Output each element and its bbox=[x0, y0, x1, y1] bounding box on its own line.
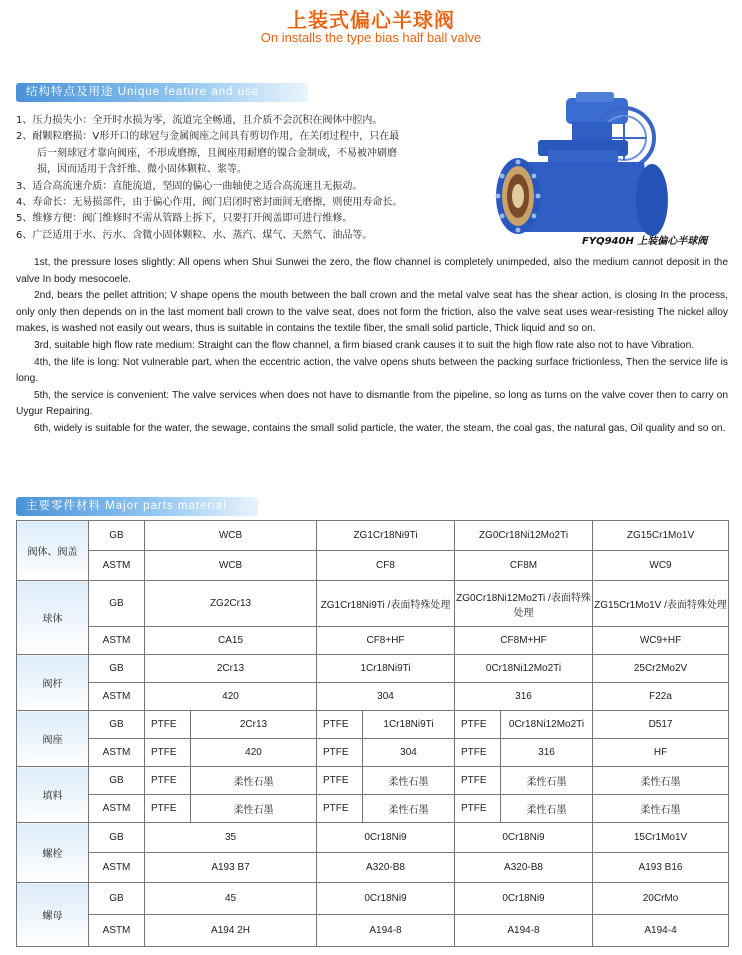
table-cell: 柔性石墨 bbox=[191, 767, 317, 795]
standard-cell: ASTM bbox=[89, 795, 145, 823]
table-cell: 1Cr18Ni9Ti bbox=[363, 711, 455, 739]
table-cell: PTFE bbox=[145, 795, 191, 823]
table-cell: 0Cr18Ni12Mo2Ti bbox=[501, 711, 593, 739]
feature-item: 后一刻球冠才靠向阀座，不形成磨擦，且阀座用耐磨的镍合金制成，不易被冲刷磨 bbox=[37, 147, 397, 159]
table-cell: CF8M+HF bbox=[455, 627, 593, 655]
table-cell: 25Cr2Mo2V bbox=[593, 655, 729, 683]
standard-cell: GB bbox=[89, 767, 145, 795]
table-cell: CA15 bbox=[145, 627, 317, 655]
table-cell: 304 bbox=[317, 683, 455, 711]
table-cell: ZG1Cr18Ni9Ti bbox=[317, 521, 455, 551]
table-cell: ZG15Cr1Mo1V bbox=[593, 521, 729, 551]
table-row bbox=[17, 683, 729, 711]
table-cell: PTFE bbox=[145, 767, 191, 795]
table-row bbox=[17, 551, 729, 581]
feature-item: 4、寿命长：无易损部件，由于偏心作用，阀门启闭时密封面间无磨擦，则使用寿命长。 bbox=[16, 197, 403, 209]
table-cell: PTFE bbox=[317, 711, 363, 739]
part-name: 螺栓 bbox=[17, 823, 89, 883]
table-row bbox=[17, 853, 729, 883]
table-cell: PTFE bbox=[317, 767, 363, 795]
valve-product-image bbox=[476, 92, 732, 244]
table-cell: 316 bbox=[455, 683, 593, 711]
english-paragraph: 2nd, bears the pellet attrition; V shape opens the mouth between the ball crown and the metal valve seat has the shear action, is closing In the process, only only then depends on in the last moment ball crown to the valve seat, does not form the friction, also the valve seat uses wear-resisting The nickel alloy makes, is washed not easily out wears, thus is suitable in contains the textile fiber, the small solid particle, Thick liquid and so on. bbox=[16, 290, 728, 335]
table-cell: 420 bbox=[191, 739, 317, 767]
table-cell: ZG15Cr1Mo1V /表面特殊处理 bbox=[593, 581, 729, 627]
table-cell: 柔性石墨 bbox=[191, 795, 317, 823]
english-paragraph: 5th, the service is convenient: The valve services when does not have to dismantle from the pipeline, so long as turns on the valve cover then to carry on Uygur Repairing. bbox=[16, 389, 728, 418]
table-cell: A193 B7 bbox=[145, 853, 317, 883]
table-cell: WCB bbox=[145, 551, 317, 581]
table-cell: 420 bbox=[145, 683, 317, 711]
table-row bbox=[17, 655, 729, 683]
english-description bbox=[16, 255, 728, 438]
table-cell: 0Cr18Ni12Mo2Ti bbox=[455, 655, 593, 683]
standard-cell: ASTM bbox=[89, 551, 145, 581]
table-cell: ZG2Cr13 bbox=[145, 581, 317, 627]
feature-item: 5、维修方便：阀门维修时不需从管路上拆下，只要打开阀盖即可进行维修。 bbox=[16, 213, 353, 225]
table-cell: 柔性石墨 bbox=[363, 795, 455, 823]
english-paragraph: 4th, the life is long: Not vulnerable part, when the eccentric action, the valve opens shuts between the packing surface frictionless, Then the service life is long. bbox=[16, 356, 728, 385]
table-cell: 45 bbox=[145, 883, 317, 915]
table-cell: 35 bbox=[145, 823, 317, 853]
standard-cell: GB bbox=[89, 581, 145, 627]
english-paragraph: 6th, widely is suitable for the water, the sewage, contains the small solid particle, the water, the steam, the coal gas, the natural gas, Oil quality and so on. bbox=[34, 422, 726, 434]
table-cell: A194-4 bbox=[593, 915, 729, 947]
table-row bbox=[17, 915, 729, 947]
table-cell: 0Cr18Ni9 bbox=[455, 883, 593, 915]
table-cell: CF8+HF bbox=[317, 627, 455, 655]
page-title-cn: 上装式偏心半球阀 bbox=[287, 8, 455, 32]
standard-cell: ASTM bbox=[89, 683, 145, 711]
table-cell: 304 bbox=[363, 739, 455, 767]
standard-cell: ASTM bbox=[89, 915, 145, 947]
features-section-header: 结构特点及用途 Unique feature and use bbox=[16, 83, 308, 102]
table-row bbox=[17, 627, 729, 655]
table-cell: PTFE bbox=[455, 739, 501, 767]
table-row bbox=[17, 711, 729, 739]
table-cell: CF8M bbox=[455, 551, 593, 581]
table-cell: A320-B8 bbox=[455, 853, 593, 883]
standard-cell: GB bbox=[89, 711, 145, 739]
table-cell: A193 B16 bbox=[593, 853, 729, 883]
table-cell: WC9+HF bbox=[593, 627, 729, 655]
table-row bbox=[17, 739, 729, 767]
part-name: 阀座 bbox=[17, 711, 89, 767]
page-title-en: On installs the type bias half ball valve bbox=[260, 30, 482, 45]
feature-item: 损，因而适用于含纤维、微小固体颗粒、浆等。 bbox=[37, 164, 247, 176]
table-cell: 316 bbox=[501, 739, 593, 767]
table-cell: PTFE bbox=[145, 739, 191, 767]
table-cell: PTFE bbox=[455, 711, 501, 739]
table-cell: PTFE bbox=[145, 711, 191, 739]
parts-material-table bbox=[16, 520, 729, 947]
standard-cell: ASTM bbox=[89, 853, 145, 883]
table-cell: WCB bbox=[145, 521, 317, 551]
table-cell: 1Cr18Ni9Ti bbox=[317, 655, 455, 683]
table-cell: PTFE bbox=[317, 795, 363, 823]
table-cell: A320-B8 bbox=[317, 853, 455, 883]
table-cell: F22a bbox=[593, 683, 729, 711]
part-name: 阀杆 bbox=[17, 655, 89, 711]
table-cell: PTFE bbox=[317, 739, 363, 767]
table-cell: 15Cr1Mo1V bbox=[593, 823, 729, 853]
table-cell: ZG0Cr18Ni12Mo2Ti /表面特殊处理 bbox=[455, 581, 593, 627]
feature-item: 6、广泛适用于水、污水、含微小固体颗粒、水、蒸汽、煤气、天然气、油品等。 bbox=[16, 229, 373, 241]
table-row bbox=[17, 767, 729, 795]
standard-cell: GB bbox=[89, 655, 145, 683]
table-row bbox=[17, 795, 729, 823]
feature-item: 2、耐颗粒磨损：V形开口的球冠与金属阀座之间具有剪切作用，在关闭过程中，只在最 bbox=[16, 131, 400, 143]
features-list bbox=[16, 113, 486, 244]
table-cell: PTFE bbox=[455, 767, 501, 795]
part-name: 填料 bbox=[17, 767, 89, 823]
standard-cell: GB bbox=[89, 883, 145, 915]
table-cell: 柔性石墨 bbox=[593, 767, 729, 795]
table-cell: PTFE bbox=[455, 795, 501, 823]
table-cell: 2Cr13 bbox=[145, 655, 317, 683]
table-cell: A194-8 bbox=[317, 915, 455, 947]
table-cell: 柔性石墨 bbox=[363, 767, 455, 795]
table-cell: 柔性石墨 bbox=[593, 795, 729, 823]
table-cell: 0Cr18Ni9 bbox=[317, 823, 455, 853]
standard-cell: ASTM bbox=[89, 627, 145, 655]
table-cell: D517 bbox=[593, 711, 729, 739]
table-cell: A194-8 bbox=[455, 915, 593, 947]
table-cell: 2Cr13 bbox=[191, 711, 317, 739]
standard-cell: GB bbox=[89, 823, 145, 853]
feature-item: 1、压力损失小：全开时水损为零，流道完全畅通，且介质不会沉积在阀体中腔内。 bbox=[16, 115, 383, 126]
table-row bbox=[17, 521, 729, 551]
part-name: 球体 bbox=[17, 581, 89, 655]
english-paragraph: 1st, the pressure loses slightly: All opens when Shui Sunwei the zero, the flow channel is completely unimpeded, also the medium cannot deposit in the valve In body mesocoele. bbox=[16, 257, 728, 285]
part-name: 螺母 bbox=[17, 883, 89, 947]
table-cell: 柔性石墨 bbox=[501, 767, 593, 795]
table-cell: CF8 bbox=[317, 551, 455, 581]
table-cell: 柔性石墨 bbox=[501, 795, 593, 823]
table-cell: ZG0Cr18Ni12Mo2Ti bbox=[455, 521, 593, 551]
table-cell: 20CrMo bbox=[593, 883, 729, 915]
english-paragraph: 3rd, suitable high flow rate medium: Straight can the flow channel, a firm biased crank causes it to suit the high flow rate also not to have Vibration. bbox=[34, 339, 695, 351]
table-cell: ZG1Cr18Ni9Ti /表面特殊处理 bbox=[317, 581, 455, 627]
product-caption: FYQ940H 上装偏心半球阀 bbox=[582, 236, 708, 247]
table-cell: A194 2H bbox=[145, 915, 317, 947]
table-cell: WC9 bbox=[593, 551, 729, 581]
table-row bbox=[17, 823, 729, 853]
table-row bbox=[17, 883, 729, 915]
part-name: 阀体、阀盖 bbox=[17, 521, 89, 581]
table-cell: 0Cr18Ni9 bbox=[455, 823, 593, 853]
table-cell: 0Cr18Ni9 bbox=[317, 883, 455, 915]
parts-section-header: 主要零件材料 Major parts material bbox=[16, 497, 258, 516]
standard-cell: GB bbox=[89, 521, 145, 551]
table-row bbox=[17, 581, 729, 627]
table-cell: HF bbox=[593, 739, 729, 767]
standard-cell: ASTM bbox=[89, 739, 145, 767]
feature-item: 3、适合高流速介质：直能流道，坚固的偏心一曲轴使之适合高流速且无振动。 bbox=[16, 180, 363, 192]
